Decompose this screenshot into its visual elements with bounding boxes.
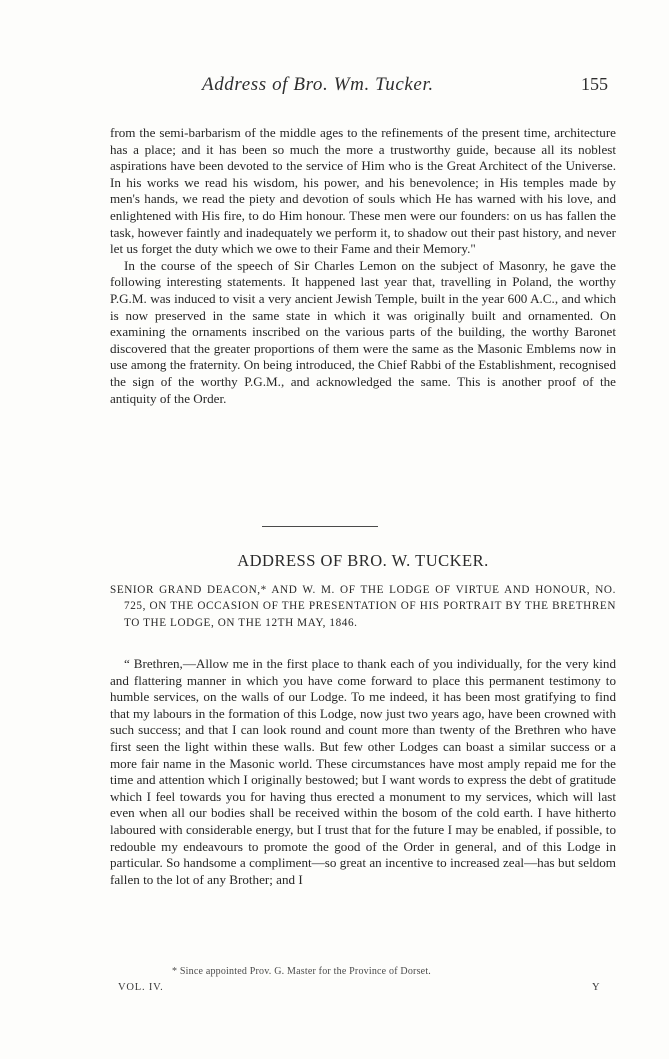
section-heading: ADDRESS OF BRO. W. TUCKER. (237, 551, 489, 570)
section-subheading: SENIOR GRAND DEACON,* AND W. M. OF THE LODGE OF VIRTUE AND HONOUR, NO. 725, ON THE OCCASION OF THE PRESENTATION OF HIS PORTRAIT BY THE BRETHREN TO THE LODGE, ON THE 12TH MAY, 1846. (110, 584, 616, 629)
printer-signature: Y (592, 982, 600, 993)
volume-signature: VOL. IV. (118, 982, 164, 993)
paragraph-address: “ Brethren,—Allow me in the first place to thank each of you individually, for the very kind and flattering manner in which you have come forward to place this permanent testimony to humble services, on the walls of our Lodge. To me indeed, it has been most gratifying to find that my labours in the formation of this Lodge, now just two years ago, have been crowned with such success; and that I can look round and count more than twenty of the Brethren who have first seen the light within these walls. But few other Lodges can boast a similar success or a more fair name in the Masonic world. These circumstances have most amply repaid me for the time and attention which I originally bestowed; but I want words to express the debt of gratitude which I feel towards you for having thus erected a monument to my services, which will last even when all our bodies shall be received within the bosom of the cold earth. I have hitherto laboured with considerable energy, but I trust that for the future I may be enabled, if possible, to redouble my endeavours to promote the good of the Order in general, and of this Lodge in particular. So handsome a compliment—so great an incentive to increased zeal—has but seldom fallen to the lot of any Brother; and I (110, 656, 616, 887)
running-head (110, 74, 630, 104)
continuation-text (110, 125, 616, 407)
section-divider (262, 526, 378, 527)
page-number: 155 (581, 74, 608, 94)
footnote: * Since appointed Prov. G. Master for the Province of Dorset. (172, 966, 431, 977)
paragraph-lemon-speech: In the course of the speech of Sir Charles Lemon on the subject of Masonry, he gave the following interesting statements. It happened last year that, travelling in Poland, the worthy P.G.M. was induced to visit a very ancient Jewish Temple, built in the year 600 A.C., and which is now preserved in the same state in which it was originally built and ornamented. On examining the ornaments inscribed on the various parts of the building, the worthy Baronet discovered that the greater proportions of them were the same as the Masonic Emblems now in use among the fraternity. On being introduced, the Chief Rabbi of the Establishment, recognised the sign of the worthy P.G.M., and acknowledged the same. This is another proof of the antiquity of the Order. (110, 257, 616, 406)
paragraph-architecture: from the semi-barbarism of the middle ages to the refinements of the present time, architecture has a place; and it has been so much the more a trustworthy guide, because all its noblest aspirations have been devoted to the service of Him who is the Great Architect of the Universe. In his works we read his wisdom, his power, and his benevolence; in His temples made by men's hands, we read the piety and devotion of souls which He has warned with his love, and enlightened with His fire, to do Him honour. These men were our founders: on us has fallen the task, however faintly and inadequately we perform it, to shadow out their past history, and never let us forget the duty which we owe to their Fame and their Memory." (110, 125, 616, 257)
address-body (110, 656, 616, 888)
running-title: Address of Bro. Wm. Tucker. (202, 74, 434, 95)
